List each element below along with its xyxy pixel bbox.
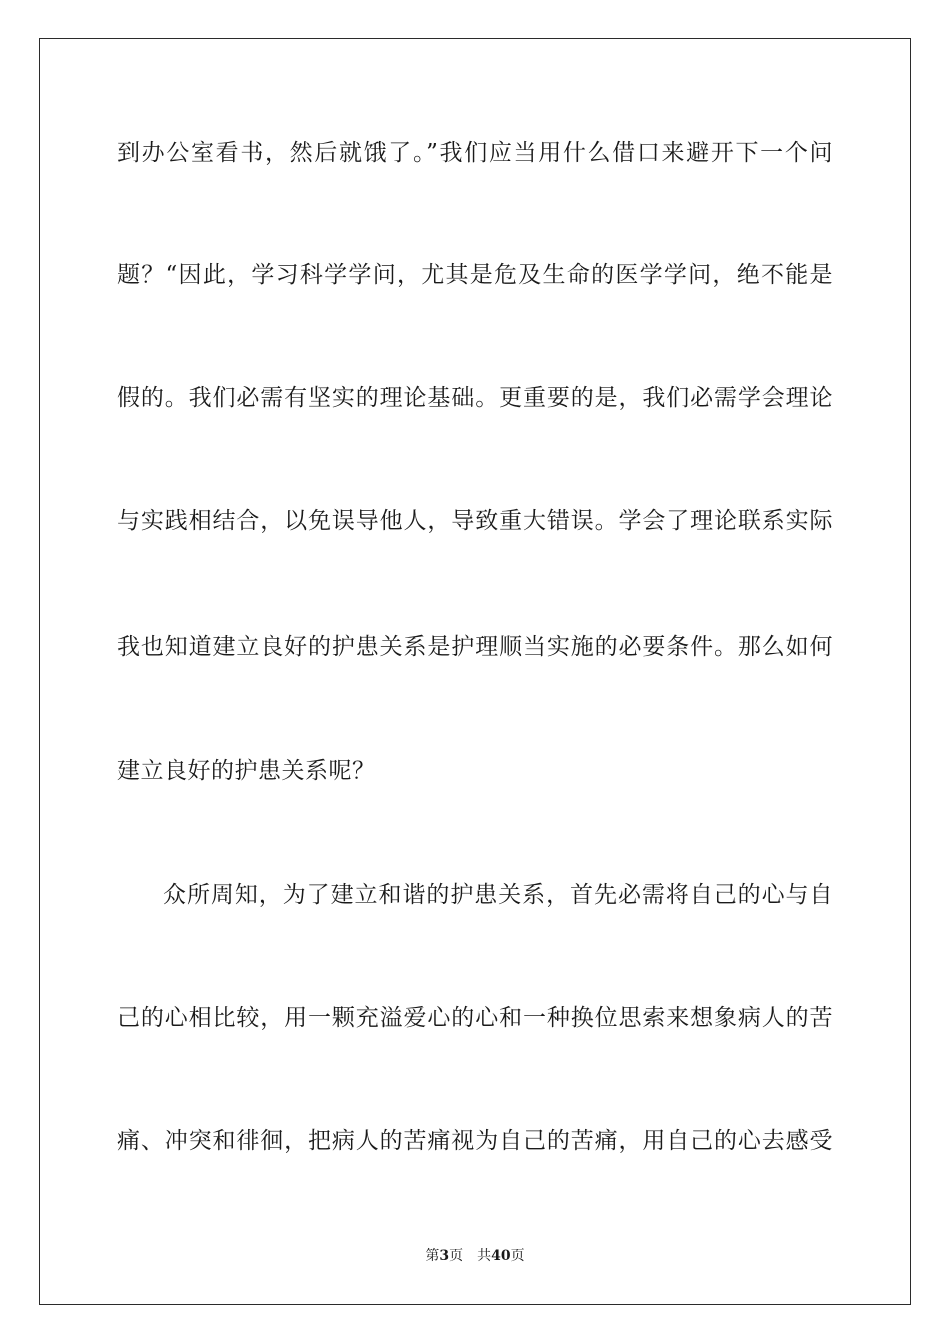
page-suffix: 页 xyxy=(449,1248,464,1264)
body-text-line: 与实践相结合，以免误导他人，导致重大错误。学会了理论联系实际 xyxy=(117,508,833,534)
body-text-line: 己的心相比较，用一颗充溢爱心的心和一种换位思索来想象病人的苦 xyxy=(117,1005,833,1031)
page-border xyxy=(39,38,911,1305)
body-text-line: 建立良好的护患关系呢？ xyxy=(117,758,376,784)
page-footer xyxy=(0,1247,950,1265)
body-text-line: 假的。我们必需有坚实的理论基础。更重要的是，我们必需学会理论 xyxy=(117,385,833,411)
body-text-line: 痛、冲突和徘徊，把病人的苦痛视为自己的苦痛，用自己的心去感受 xyxy=(117,1128,833,1154)
total-prefix: 共 xyxy=(477,1248,492,1264)
body-text-line: 我也知道建立良好的护患关系是护理顺当实施的必要条件。那么如何 xyxy=(117,634,833,660)
body-text-line: 到办公室看书，然后就饿了。”我们应当用什么借口来避开下一个问 xyxy=(117,140,833,166)
total-suffix: 页 xyxy=(510,1248,525,1264)
page-number: 3 xyxy=(439,1248,450,1264)
paragraph-first-line: 众所周知，为了建立和谐的护患关系，首先必需将自己的心与自 xyxy=(163,882,833,908)
total-pages: 40 xyxy=(491,1248,511,1264)
body-text-line: 题？“因此，学习科学学问，尤其是危及生命的医学学问，绝不能是 xyxy=(117,262,833,288)
page-prefix: 第 xyxy=(425,1248,440,1264)
